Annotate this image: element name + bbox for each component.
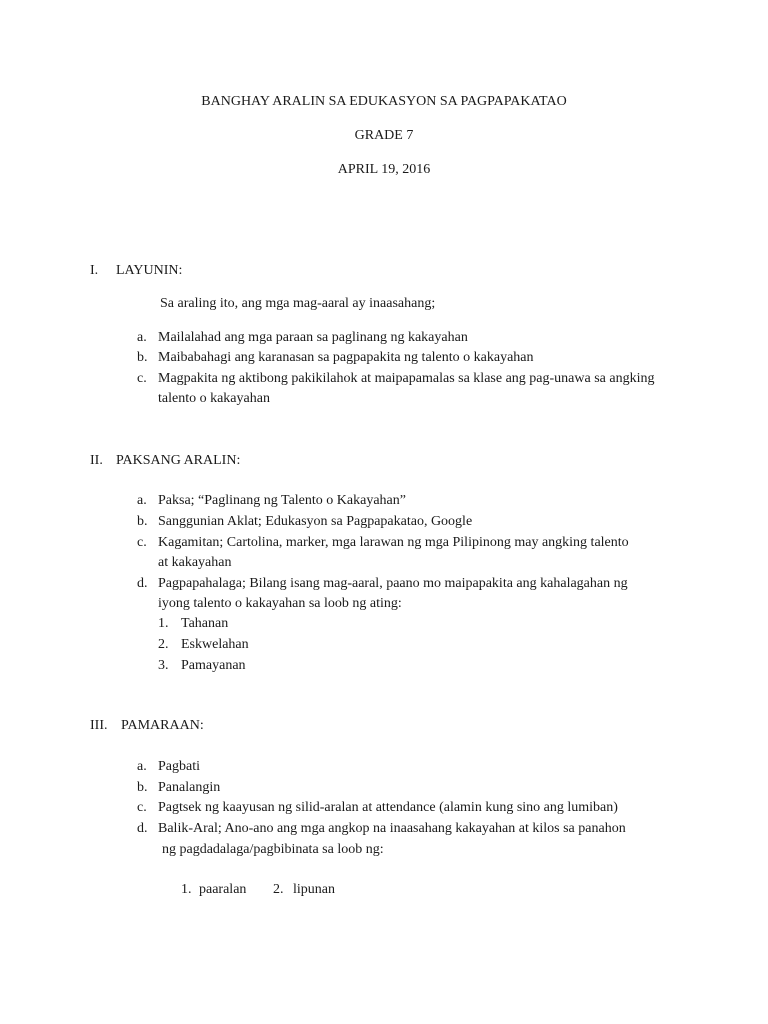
sublist-marker: 1. bbox=[181, 882, 192, 897]
sublist-marker: 3. bbox=[158, 658, 169, 673]
list-item: Pagpapahalaga; Bilang isang mag-aaral, paano mo maipapakita ang kahalagahan ng bbox=[158, 576, 628, 591]
list-marker: c. bbox=[137, 800, 147, 815]
sublist-item: lipunan bbox=[293, 882, 335, 897]
list-item-continuation: ng pagdadalaga/pagbibinata sa loob ng: bbox=[162, 842, 384, 857]
sublist-item: Pamayanan bbox=[181, 658, 246, 673]
sublist-item: paaralan bbox=[199, 882, 247, 897]
list-item: Mailalahad ang mga paraan sa paglinang ng kakayahan bbox=[158, 330, 468, 345]
list-marker: a. bbox=[137, 759, 147, 774]
section-numeral: II. bbox=[90, 453, 103, 468]
list-marker: b. bbox=[137, 350, 148, 365]
list-marker: b. bbox=[137, 514, 148, 529]
section-intro: Sa araling ito, ang mga mag-aaral ay inaasahang; bbox=[160, 296, 436, 311]
grade-label: GRADE 7 bbox=[354, 128, 414, 143]
section-heading: LAYUNIN: bbox=[116, 263, 183, 278]
list-item: Balik-Aral; Ano-ano ang mga angkop na inaasahang kakayahan at kilos sa panahon bbox=[158, 821, 626, 836]
list-item: Magpakita ng aktibong pakikilahok at maipapamalas sa klase ang pag-unawa sa angking bbox=[158, 371, 655, 386]
list-item: Paksa; “Paglinang ng Talento o Kakayahan” bbox=[158, 493, 406, 508]
list-marker: c. bbox=[137, 371, 147, 386]
list-marker: d. bbox=[137, 821, 148, 836]
list-marker: a. bbox=[137, 493, 147, 508]
list-item: Pagbati bbox=[158, 759, 200, 774]
list-item: Kagamitan; Cartolina, marker, mga larawan ng mga Pilipinong may angking talento bbox=[158, 535, 629, 550]
list-marker: d. bbox=[137, 576, 148, 591]
list-item-continuation: talento o kakayahan bbox=[158, 391, 270, 406]
sublist-item: Tahanan bbox=[181, 616, 229, 631]
list-marker: a. bbox=[137, 330, 147, 345]
list-item: Pagtsek ng kaayusan ng silid-aralan at attendance (alamin kung sino ang lumiban) bbox=[158, 800, 618, 815]
sublist-item: Eskwelahan bbox=[181, 637, 249, 652]
section-numeral: III. bbox=[90, 718, 108, 733]
section-heading: PAMARAAN: bbox=[121, 718, 204, 733]
list-marker: c. bbox=[137, 535, 147, 550]
sublist-marker: 2. bbox=[273, 882, 284, 897]
sublist-marker: 2. bbox=[158, 637, 169, 652]
list-item: Panalangin bbox=[158, 780, 221, 795]
list-item-continuation: iyong talento o kakayahan sa loob ng ating: bbox=[158, 596, 402, 611]
section-heading: PAKSANG ARALIN: bbox=[116, 453, 241, 468]
sublist-marker: 1. bbox=[158, 616, 169, 631]
date-label: APRIL 19, 2016 bbox=[337, 162, 431, 177]
list-item-continuation: at kakayahan bbox=[158, 555, 232, 570]
list-marker: b. bbox=[137, 780, 148, 795]
document-title: BANGHAY ARALIN SA EDUKASYON SA PAGPAPAKATAO bbox=[201, 94, 567, 109]
list-item: Sanggunian Aklat; Edukasyon sa Pagpapakatao, Google bbox=[158, 514, 473, 529]
section-numeral: I. bbox=[90, 263, 99, 278]
list-item: Maibabahagi ang karanasan sa pagpapakita ng talento o kakayahan bbox=[158, 350, 534, 365]
